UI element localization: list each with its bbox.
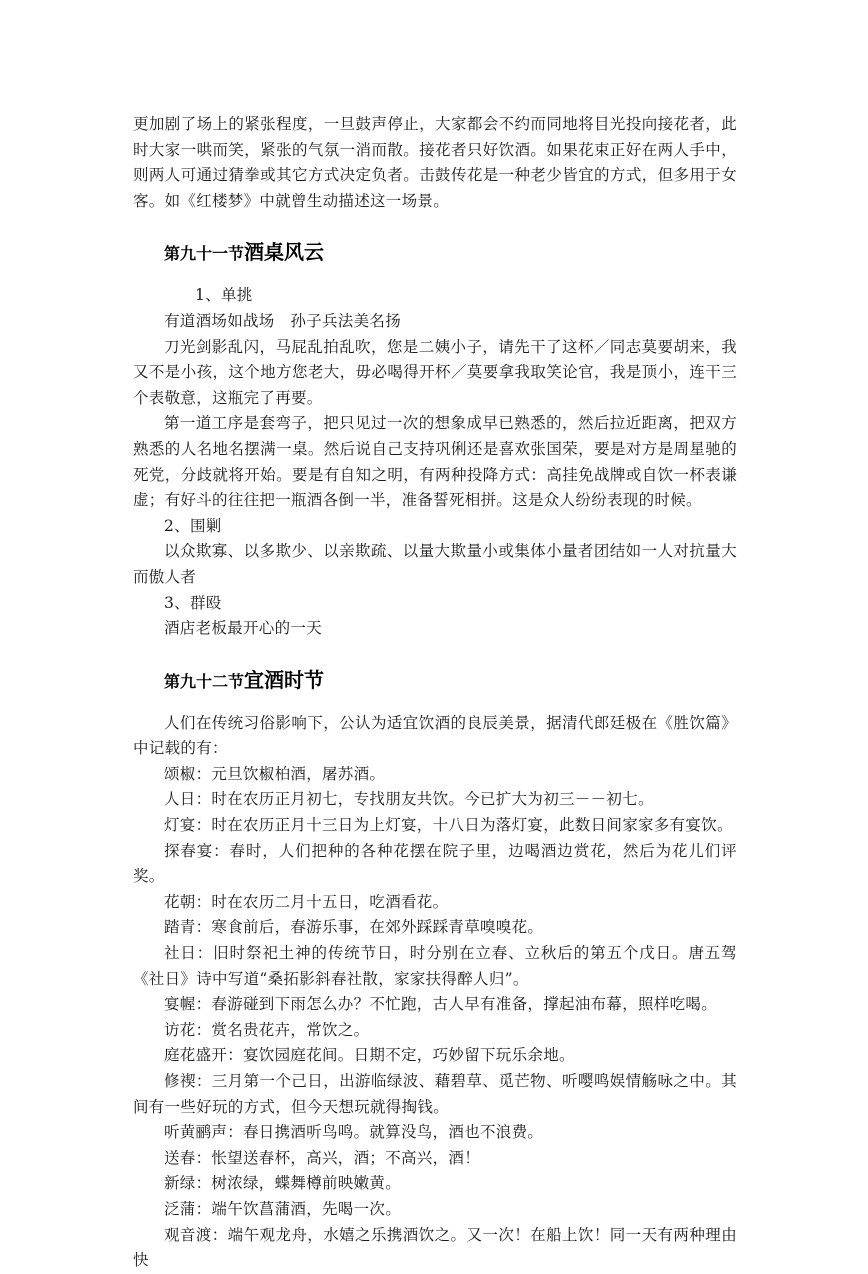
section-92-item: 访花：赏名贵花卉，常饮之。	[164, 1020, 370, 1039]
section-91-subheading-duel: 1、单挑	[195, 286, 253, 305]
section-92-item: 踏青：寒食前后，春游乐事，在郊外踩踩青草嗅嗅花。	[164, 918, 544, 937]
document-body	[133, 112, 737, 1274]
section-92-item: 花朝：时在农历二月十五日，吃酒看花。	[164, 892, 449, 911]
section-92-item: 探春宴：春时，人们把种的各种花摆在院子里，边喝酒边赏花，然后为花儿们评奖。	[133, 841, 737, 886]
section-91-paragraph: 酒店老板最开心的一天	[164, 619, 323, 638]
section-92-number: 第九十二节	[164, 671, 245, 691]
section-92-item: 人日：时在农历正月初七，专找朋友共饮。今已扩大为初三－－初七。	[164, 790, 654, 809]
section-92-item: 修禊：三月第一个己日，出游临绿波、藉碧草、觅芒物、听嘤鸣娱情觞咏之中。其间有一些好玩的方式，但今天想玩就得掏钱。	[133, 1072, 737, 1116]
section-92-item: 听黄鹂声：春日携酒听鸟鸣。就算没鸟，酒也不浪费。	[164, 1123, 544, 1142]
section-91-subheading-brawl: 3、群殴	[164, 593, 222, 612]
section-92-title: 宜酒时节	[244, 667, 325, 692]
section-91-heading	[133, 236, 737, 269]
section-92-item: 灯宴：时在农历正月十三日为上灯宴，十八日为落灯宴，此数日间家家多有宴饮。	[164, 816, 733, 835]
section-92-heading	[133, 664, 737, 697]
section-92-item: 观音渡：端午观龙舟，水嬉之乐携酒饮之。又一次！在船上饮！同一天有两种理由快	[133, 1225, 737, 1270]
section-91-paragraph: 第一道工序是套弯子，把只见过一次的想象成早已熟悉的，然后拉近距离，把双方熟悉的人名地名摆满一桌。然后说自己支持巩俐还是喜欢张国荣，要是对方是周星驰的死党，分歧就将开始。要是有自知之明，有两种投降方式：高挂免战牌或自饮一杯表谦虚；有好斗的往往把一瓶酒各倒一半，准备誓死相拼。这是众人纷纷表现的时候。	[133, 414, 737, 510]
section-92-item: 送春：怅望送春杯，高兴，酒；不高兴，酒！	[164, 1148, 481, 1167]
section-91-subheading-encircle: 2、围剿	[164, 516, 222, 535]
section-92-item: 宴幄：春游碰到下雨怎么办？不忙跑，古人早有准备，撑起油布幕，照样吃喝。	[164, 995, 718, 1014]
section-91-title: 酒桌风云	[244, 240, 325, 265]
section-91-number: 第九十一节	[164, 244, 245, 264]
intro-paragraph: 更加剧了场上的紧张程度，一旦鼓声停止，大家都会不约而同地将目光投向接花者，此时大家一哄而笑，紧张的气氛一消而散。接花者只好饮酒。如果花束正好在两人手中，则两人可通过猜拳或其它方式决定负者。击鼓传花是一种老少皆宜的方式，但多用于女客。如《红楼梦》中就曾生动描述这一场景。	[133, 115, 737, 210]
section-91-motto: 有道酒场如战场 孙子兵法美名扬	[164, 311, 402, 330]
section-92-item: 颂椒：元旦饮椒柏酒，屠苏酒。	[164, 764, 386, 783]
section-92-item: 新绿：树浓绿，蝶舞樽前映嫩黄。	[164, 1174, 402, 1193]
section-91-paragraph: 以众欺寡、以多欺少、以亲欺疏、以量大欺量小或集体小量者团结如一人对抗量大而傲人者	[133, 542, 737, 586]
section-92-item: 泛蒲：端午饮菖蒲酒，先喝一次。	[164, 1199, 402, 1218]
section-92-item: 社日：旧时祭祀土神的传统节日，时分别在立春、立秋后的第五个戊日。唐五驾《社日》诗中写道“桑拓影斜春社散，家家扶得醉人归”。	[133, 944, 737, 988]
section-92-intro: 人们在传统习俗影响下，公认为适宜饮酒的良辰美景，据清代郎廷极在《胜饮篇》中记载的有：	[133, 713, 737, 758]
section-92-item: 庭花盛开：宴饮园庭花间。日期不定，巧妙留下玩乐余地。	[164, 1046, 575, 1065]
section-91-paragraph: 刀光剑影乱闪，马屁乱拍乱吹，您是二姨小子，请先干了这杯／同志莫要胡来，我又不是小孩，这个地方您老大，毋必喝得开杯／莫要拿我取笑论官，我是顶小，连干三个表敬意，这瓶完了再要。	[133, 337, 737, 407]
